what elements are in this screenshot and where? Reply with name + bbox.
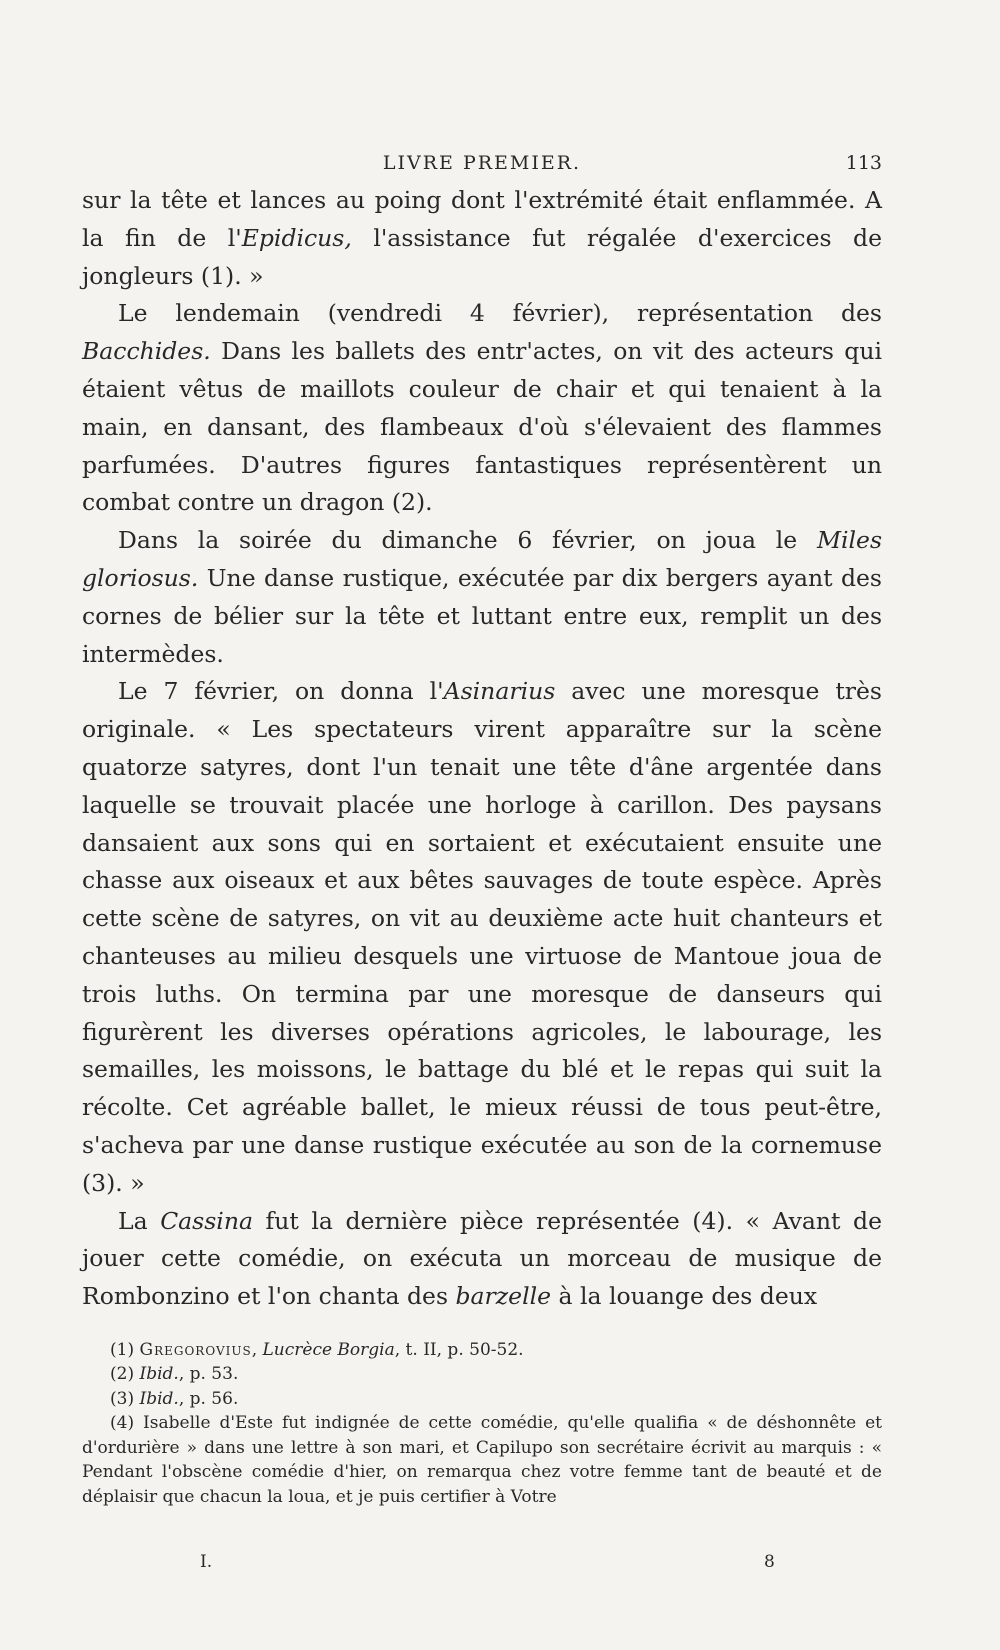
- footnote-1: [82, 1338, 882, 1363]
- italic-title: Bacchides.: [82, 337, 211, 366]
- text-run: La: [118, 1206, 161, 1235]
- footnote-author: Gregorovius: [139, 1339, 252, 1360]
- footnote-4: [82, 1411, 882, 1509]
- footnote-work: Lucrèce Borgia: [262, 1339, 395, 1360]
- italic-term: barzelle: [455, 1282, 552, 1311]
- text-run: Dans la soirée du dimanche 6 février, on joua le: [118, 526, 817, 555]
- running-head: [82, 140, 882, 178]
- footnotes: [82, 1338, 882, 1510]
- italic-title: Asinarius: [443, 677, 556, 706]
- text-run: , p. 56.: [178, 1388, 239, 1409]
- book-page: [82, 140, 882, 1600]
- text-run: l'assistance fut régalée d'exercices de jongleurs (1). »: [82, 223, 882, 290]
- footnote-number: (4): [110, 1413, 144, 1434]
- text-run: , t. II, p. 50-52.: [394, 1339, 524, 1360]
- text-run: ,: [251, 1339, 263, 1360]
- paragraph-3: [82, 522, 882, 673]
- text-run: , p. 53.: [178, 1364, 239, 1385]
- sheet-number: 8: [764, 1552, 775, 1572]
- text-run: Le lendemain (vendredi 4 février), représentation des: [118, 299, 882, 328]
- body-text: [82, 182, 882, 1316]
- text-run: Une danse rustique, exécutée par dix bergers ayant des cornes de bélier sur la tête et luttant entre eux, remplit un des intermèdes.: [82, 563, 882, 668]
- page-number: 113: [845, 152, 882, 174]
- italic-title: Miles gloriosus.: [82, 526, 882, 592]
- signature-mark: I.: [200, 1552, 213, 1572]
- italic-title: Epidicus,: [241, 223, 352, 252]
- text-run: Dans les ballets des entr'actes, on vit des acteurs qui étaient vêtus de maillots couleur de chair et qui tenaient à la main, en dansant, des flambeaux d'où s'élevaient des flammes parfumées. D'autres figures fantastiques représentèrent un combat contre un dragon (2).: [82, 337, 882, 517]
- footnote-text: Isabelle d'Este fut indignée de cette comédie, qu'elle qualifia « de déshonnête et d'ordurière » dans une lettre à son mari, et Capilupo son secrétaire écrivit au marquis : « Pendant l'obscène comédie d'hier, on remarqua chez votre femme tant de beauté et de déplaisir que chacun la loua, et je puis certifier à Votre: [82, 1413, 883, 1507]
- paragraph-1: [82, 182, 882, 295]
- paragraph-5: [82, 1203, 882, 1316]
- footnote-number: (1): [110, 1339, 140, 1360]
- footnote-work: Ibid.: [139, 1388, 179, 1409]
- paragraph-2: [82, 295, 882, 522]
- paragraph-4: [82, 673, 882, 1202]
- text-run: à la louange des deux: [551, 1282, 818, 1311]
- text-run: fut la dernière pièce représentée (4). « Avant de jouer cette comédie, on exécuta un morceau de musique de Rombonzino et l'on chanta des: [82, 1206, 882, 1311]
- italic-title: Cassina: [160, 1206, 253, 1235]
- text-run: Le 7 février, on donna l': [118, 677, 444, 706]
- footnote-3: [82, 1387, 882, 1412]
- footnote-2: [82, 1362, 882, 1387]
- running-title: LIVRE PREMIER.: [382, 152, 582, 174]
- text-run: sur la tête et lances au poing dont l'extrémité était enflammée. A la fin de l': [82, 186, 882, 252]
- footnote-number: (3): [110, 1388, 140, 1409]
- footnote-work: Ibid.: [139, 1364, 179, 1385]
- footnote-number: (2): [110, 1364, 140, 1385]
- text-run: avec une moresque très originale. « Les spectateurs virent apparaître sur la scène quatorze satyres, dont l'un tenait une tête d'âne argentée dans laquelle se trouvait placée une horloge à carillon. Des paysans dansaient aux sons qui en sortaient et exécutaient ensuite une chasse aux oiseaux et aux bêtes sauvages de toute espèce. Après cette scène de satyres, on vit au deuxième acte huit chanteurs et chanteuses au milieu desquels une virtuose de Mantoue joua de trois luths. On termina par une moresque de danseurs qui figurèrent les diverses opérations agricoles, le labourage, les semailles, les moissons, le battage du blé et le repas qui suit la récolte. Cet agréable ballet, le mieux réussi de tous peut-être, s'acheva par une danse rustique exécutée au son de la cornemuse (3). »: [82, 677, 882, 1197]
